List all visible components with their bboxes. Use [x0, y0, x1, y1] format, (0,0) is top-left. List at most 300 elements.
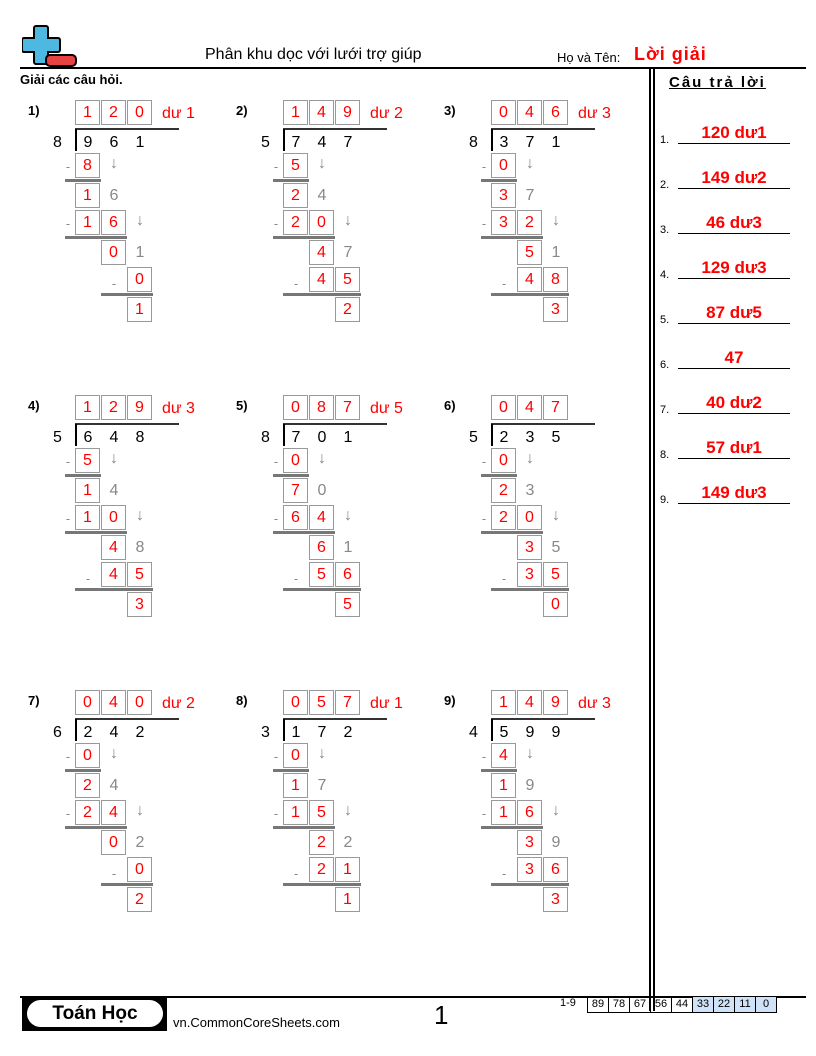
remainder-label: dư 2: [162, 695, 195, 712]
answer-item: [660, 378, 800, 418]
answer-value[interactable]: 149 dư3: [701, 483, 767, 502]
remainder-label: dư 1: [370, 695, 403, 712]
dividend-digit: 2: [499, 429, 509, 446]
answer-value[interactable]: 120 dư1: [701, 123, 767, 142]
brought-down-digit: 4: [317, 187, 327, 204]
dividend-digit: 5: [551, 429, 561, 446]
subtract-digit-box[interactable]: 1: [75, 505, 100, 530]
minus-sign: -: [481, 806, 487, 821]
divisor: 4: [469, 724, 478, 741]
answer-number: 1.: [660, 134, 670, 146]
division-problem: [228, 693, 428, 933]
dividend-digit: 2: [135, 724, 145, 741]
remainder-digit-box[interactable]: 3: [517, 830, 542, 855]
quotient-digit-box[interactable]: 1: [75, 395, 100, 420]
subtract-digit-box[interactable]: 4: [101, 800, 126, 825]
subtract-digit-box[interactable]: 6: [517, 800, 542, 825]
subtract-line: [283, 293, 361, 296]
subtract-line: [101, 293, 153, 296]
bring-down-arrow-icon: ↓: [344, 212, 352, 229]
answer-value[interactable]: 46 dư3: [706, 213, 762, 232]
answer-item: [660, 198, 800, 238]
minus-sign: -: [481, 159, 487, 174]
subtract-digit-box[interactable]: 0: [127, 267, 152, 292]
quotient-digit-box[interactable]: 0: [491, 100, 516, 125]
minus-sign: -: [481, 454, 487, 469]
brought-down-digit: 9: [551, 834, 561, 851]
answer-value[interactable]: 40 dư2: [706, 393, 762, 412]
subtract-digit-box[interactable]: 6: [543, 857, 568, 882]
answer-item: [660, 333, 800, 373]
subtract-digit-box[interactable]: 5: [283, 153, 308, 178]
quotient-line: [283, 423, 387, 425]
score-cell: 22: [714, 997, 735, 1013]
subtract-digit-box[interactable]: 5: [543, 562, 568, 587]
minus-sign: -: [501, 571, 507, 586]
remainder-digit-box[interactable]: 7: [283, 478, 308, 503]
remainder-label: dư 5: [370, 400, 403, 417]
subtract-digit-box[interactable]: 2: [517, 210, 542, 235]
subtract-line: [65, 236, 127, 239]
remainder-digit-box[interactable]: 4: [309, 240, 334, 265]
subtract-line: [283, 883, 361, 886]
instructions: Giải các câu hỏi.: [20, 72, 123, 87]
remainder-digit-box[interactable]: 2: [309, 830, 334, 855]
problem-label: 3): [444, 103, 456, 118]
divisor: 5: [53, 429, 62, 446]
subtract-digit-box[interactable]: 3: [491, 210, 516, 235]
score-table: [587, 996, 777, 1013]
subtract-digit-box[interactable]: 0: [309, 210, 334, 235]
subtract-digit-box[interactable]: 1: [335, 857, 360, 882]
division-problem: [228, 103, 428, 343]
bring-down-arrow-icon: ↓: [552, 802, 560, 819]
remainder-digit-box[interactable]: 1: [75, 478, 100, 503]
minus-sign: -: [65, 749, 71, 764]
quotient-digit-box[interactable]: 0: [75, 690, 100, 715]
subtract-line: [65, 474, 101, 477]
remainder-digit-box[interactable]: 3: [491, 183, 516, 208]
dividend-digit: 6: [109, 134, 119, 151]
answer-item: [660, 423, 800, 463]
answer-number: 9.: [660, 494, 670, 506]
answer-value[interactable]: 149 dư2: [701, 168, 767, 187]
name-field[interactable]: Lời giải: [634, 44, 707, 64]
answer-number: 4.: [660, 269, 670, 281]
subtract-line: [273, 179, 309, 182]
minus-sign: -: [481, 216, 487, 231]
bring-down-arrow-icon: ↓: [552, 507, 560, 524]
dividend-digit: 1: [551, 134, 561, 151]
bring-down-arrow-icon: ↓: [318, 155, 326, 172]
dividend-digit: 9: [83, 134, 93, 151]
subtract-digit-box[interactable]: 0: [127, 857, 152, 882]
subtract-line: [273, 474, 309, 477]
quotient-digit-box[interactable]: 8: [309, 395, 334, 420]
subtract-line: [481, 769, 517, 772]
quotient-digit-box[interactable]: 4: [517, 100, 542, 125]
divisor: 8: [469, 134, 478, 151]
bring-down-arrow-icon: ↓: [110, 155, 118, 172]
quotient-digit-box[interactable]: 7: [335, 690, 360, 715]
problem-label: 7): [28, 693, 40, 708]
answer-value[interactable]: 47: [724, 348, 744, 367]
plus-minus-logo-icon: [22, 24, 80, 68]
bring-down-arrow-icon: ↓: [344, 507, 352, 524]
subtract-digit-box[interactable]: 3: [517, 562, 542, 587]
final-remainder-box[interactable]: 5: [335, 592, 360, 617]
subtract-digit-box[interactable]: 2: [309, 857, 334, 882]
remainder-label: dư 3: [162, 400, 195, 417]
minus-sign: -: [65, 806, 71, 821]
problem-label: 6): [444, 398, 456, 413]
quotient-line: [283, 128, 387, 130]
answer-item: [660, 288, 800, 328]
minus-sign: -: [501, 276, 507, 291]
subtract-digit-box[interactable]: 8: [543, 267, 568, 292]
minus-sign: -: [273, 511, 279, 526]
remainder-digit-box[interactable]: 1: [75, 183, 100, 208]
quotient-digit-box[interactable]: 1: [75, 100, 100, 125]
subtract-digit-box[interactable]: 0: [283, 743, 308, 768]
subtract-digit-box[interactable]: 6: [335, 562, 360, 587]
subtract-digit-box[interactable]: 4: [101, 562, 126, 587]
score-cell: 89: [588, 997, 609, 1013]
answer-item: [660, 468, 800, 508]
subtract-digit-box[interactable]: 4: [309, 267, 334, 292]
division-problem: [436, 693, 636, 933]
quotient-digit-box[interactable]: 9: [335, 100, 360, 125]
divisor: 8: [261, 429, 270, 446]
quotient-digit-box[interactable]: 4: [309, 100, 334, 125]
quotient-digit-box[interactable]: 4: [517, 690, 542, 715]
quotient-digit-box[interactable]: 0: [491, 395, 516, 420]
answer-key-title: Câu trả lời: [669, 74, 766, 91]
remainder-digit-box[interactable]: 3: [517, 535, 542, 560]
quotient-digit-box[interactable]: 4: [101, 690, 126, 715]
dividend-digit: 9: [551, 724, 561, 741]
dividend-digit: 8: [135, 429, 145, 446]
division-problem: [20, 103, 220, 343]
page-title: Phân khu dọc với lưới trợ giúp: [205, 46, 422, 63]
answer-number: 3.: [660, 224, 670, 236]
subtract-digit-box[interactable]: 1: [283, 800, 308, 825]
problem-label: 4): [28, 398, 40, 413]
subtract-digit-box[interactable]: 4: [309, 505, 334, 530]
subtract-digit-box[interactable]: 0: [517, 505, 542, 530]
final-remainder-box[interactable]: 3: [543, 887, 568, 912]
score-cell: 11: [735, 997, 756, 1013]
bring-down-arrow-icon: ↓: [344, 802, 352, 819]
bring-down-arrow-icon: ↓: [136, 802, 144, 819]
divisor: 5: [469, 429, 478, 446]
minus-sign: -: [65, 159, 71, 174]
problem-label: 8): [236, 693, 248, 708]
problem-label: 5): [236, 398, 248, 413]
minus-sign: -: [501, 866, 507, 881]
final-remainder-box[interactable]: 1: [127, 297, 152, 322]
quotient-line: [283, 718, 387, 720]
minus-sign: -: [85, 571, 91, 586]
subtract-digit-box[interactable]: 0: [101, 505, 126, 530]
brought-down-digit: 2: [343, 834, 353, 851]
minus-sign: -: [481, 749, 487, 764]
final-remainder-box[interactable]: 0: [543, 592, 568, 617]
site-link[interactable]: vn.CommonCoreSheets.com: [173, 1015, 340, 1030]
quotient-digit-box[interactable]: 6: [543, 100, 568, 125]
remainder-digit-box[interactable]: 0: [101, 240, 126, 265]
page-number: 1: [434, 1000, 449, 1030]
dividend-digit: 2: [83, 724, 93, 741]
quotient-digit-box[interactable]: 4: [517, 395, 542, 420]
bring-down-arrow-icon: ↓: [110, 450, 118, 467]
subtract-digit-box[interactable]: 0: [283, 448, 308, 473]
quotient-digit-box[interactable]: 9: [543, 690, 568, 715]
brought-down-digit: 1: [343, 539, 353, 556]
subtract-line: [273, 236, 335, 239]
remainder-label: dư 3: [578, 695, 611, 712]
dividend-digit: 9: [525, 724, 535, 741]
subtract-digit-box[interactable]: 0: [491, 448, 516, 473]
remainder-digit-box[interactable]: 2: [283, 183, 308, 208]
minus-sign: -: [293, 866, 299, 881]
score-cell: 0: [756, 997, 777, 1013]
brought-down-digit: 3: [525, 482, 535, 499]
answer-column-divider: [653, 68, 655, 1011]
quotient-digit-box[interactable]: 0: [283, 395, 308, 420]
subtract-line: [491, 588, 569, 591]
dividend-digit: 7: [291, 134, 301, 151]
dividend-digit: 1: [135, 134, 145, 151]
minus-sign: -: [293, 276, 299, 291]
subtract-digit-box[interactable]: 5: [309, 562, 334, 587]
remainder-digit-box[interactable]: 1: [491, 773, 516, 798]
division-problem: [436, 103, 636, 343]
score-cell: 44: [672, 997, 693, 1013]
quotient-digit-box[interactable]: 1: [283, 100, 308, 125]
name-label: Họ và Tên:: [557, 50, 621, 65]
dividend-digit: 7: [317, 724, 327, 741]
answer-number: 5.: [660, 314, 670, 326]
answer-value[interactable]: 129 dư3: [701, 258, 767, 277]
quotient-digit-box[interactable]: 2: [101, 100, 126, 125]
dividend-digit: 0: [317, 429, 327, 446]
dividend-digit: 1: [343, 429, 353, 446]
score-cell: 33: [693, 997, 714, 1013]
divisor: 6: [53, 724, 62, 741]
answer-number: 7.: [660, 404, 670, 416]
quotient-line: [75, 718, 179, 720]
subtract-digit-box[interactable]: 4: [517, 267, 542, 292]
subtract-digit-box[interactable]: 5: [127, 562, 152, 587]
answer-value[interactable]: 57 dư1: [706, 438, 762, 457]
subtract-digit-box[interactable]: 5: [75, 448, 100, 473]
answer-column-divider: [649, 68, 651, 1011]
problem-label: 1): [28, 103, 40, 118]
bring-down-arrow-icon: ↓: [526, 155, 534, 172]
subtract-digit-box[interactable]: 8: [75, 153, 100, 178]
minus-sign: -: [273, 806, 279, 821]
quotient-digit-box[interactable]: 5: [309, 690, 334, 715]
bring-down-arrow-icon: ↓: [136, 507, 144, 524]
remainder-label: dư 1: [162, 105, 195, 122]
final-remainder-box[interactable]: 2: [335, 297, 360, 322]
brought-down-digit: 6: [109, 187, 119, 204]
brand-label: Toán Học: [27, 1000, 163, 1027]
subtract-line: [481, 826, 543, 829]
subtract-digit-box[interactable]: 2: [75, 800, 100, 825]
subtract-line: [75, 588, 153, 591]
subtract-digit-box[interactable]: 0: [491, 153, 516, 178]
score-cell: 67: [630, 997, 651, 1013]
subtract-line: [101, 883, 153, 886]
problem-label: 9): [444, 693, 456, 708]
quotient-digit-box[interactable]: 0: [127, 690, 152, 715]
bring-down-arrow-icon: ↓: [526, 450, 534, 467]
remainder-digit-box[interactable]: 2: [491, 478, 516, 503]
answer-number: 6.: [660, 359, 670, 371]
minus-sign: -: [111, 866, 117, 881]
division-problem: [20, 693, 220, 933]
quotient-digit-box[interactable]: 9: [127, 395, 152, 420]
bring-down-arrow-icon: ↓: [136, 212, 144, 229]
bring-down-arrow-icon: ↓: [318, 745, 326, 762]
bring-down-arrow-icon: ↓: [110, 745, 118, 762]
score-cell: 78: [609, 997, 630, 1013]
minus-sign: -: [273, 749, 279, 764]
subtract-digit-box[interactable]: 2: [491, 505, 516, 530]
dividend-digit: 1: [291, 724, 301, 741]
dividend-digit: 5: [499, 724, 509, 741]
division-problem: [20, 398, 220, 638]
final-remainder-box[interactable]: 3: [127, 592, 152, 617]
answer-item: [660, 153, 800, 193]
dividend-digit: 6: [83, 429, 93, 446]
subtract-line: [481, 236, 543, 239]
division-problem: [436, 398, 636, 638]
remainder-digit-box[interactable]: 4: [101, 535, 126, 560]
remainder-digit-box[interactable]: 5: [517, 240, 542, 265]
score-range-label: 1-9: [560, 997, 576, 1009]
subtract-line: [491, 883, 569, 886]
subtract-line: [65, 179, 101, 182]
brought-down-digit: 7: [317, 777, 327, 794]
dividend-digit: 7: [525, 134, 535, 151]
subtract-digit-box[interactable]: 5: [335, 267, 360, 292]
answer-item: [660, 243, 800, 283]
final-remainder-box[interactable]: 3: [543, 297, 568, 322]
dividend-digit: 2: [343, 724, 353, 741]
brought-down-digit: 1: [551, 244, 561, 261]
brought-down-digit: 4: [109, 777, 119, 794]
minus-sign: -: [65, 511, 71, 526]
quotient-line: [491, 423, 595, 425]
quotient-digit-box[interactable]: 7: [335, 395, 360, 420]
subtract-digit-box[interactable]: 6: [283, 505, 308, 530]
brought-down-digit: 5: [551, 539, 561, 556]
quotient-line: [491, 128, 595, 130]
remainder-digit-box[interactable]: 1: [283, 773, 308, 798]
minus-sign: -: [65, 216, 71, 231]
quotient-digit-box[interactable]: 0: [283, 690, 308, 715]
brought-down-digit: 7: [343, 244, 353, 261]
minus-sign: -: [481, 511, 487, 526]
subtract-line: [65, 769, 101, 772]
final-remainder-box[interactable]: 1: [335, 887, 360, 912]
header-divider: [20, 67, 806, 69]
minus-sign: -: [273, 159, 279, 174]
quotient-digit-box[interactable]: 7: [543, 395, 568, 420]
dividend-digit: 4: [317, 134, 327, 151]
subtract-digit-box[interactable]: 0: [75, 743, 100, 768]
minus-sign: -: [273, 454, 279, 469]
brought-down-digit: 2: [135, 834, 145, 851]
subtract-line: [481, 531, 543, 534]
quotient-line: [75, 423, 179, 425]
bring-down-arrow-icon: ↓: [526, 745, 534, 762]
bring-down-arrow-icon: ↓: [552, 212, 560, 229]
answer-value[interactable]: 87 dư5: [706, 303, 762, 322]
remainder-digit-box[interactable]: 2: [75, 773, 100, 798]
answer-item: [660, 108, 800, 148]
quotient-digit-box[interactable]: 1: [491, 690, 516, 715]
subtract-line: [283, 588, 361, 591]
remainder-label: dư 3: [578, 105, 611, 122]
brought-down-digit: 0: [317, 482, 327, 499]
subtract-digit-box[interactable]: 2: [283, 210, 308, 235]
answer-number: 8.: [660, 449, 670, 461]
quotient-digit-box[interactable]: 0: [127, 100, 152, 125]
subtract-digit-box[interactable]: 6: [101, 210, 126, 235]
subtract-line: [273, 769, 309, 772]
dividend-digit: 3: [499, 134, 509, 151]
brought-down-digit: 4: [109, 482, 119, 499]
brought-down-digit: 1: [135, 244, 145, 261]
subtract-digit-box[interactable]: 1: [75, 210, 100, 235]
subtract-line: [273, 531, 335, 534]
dividend-digit: 7: [291, 429, 301, 446]
subtract-line: [65, 826, 127, 829]
divisor: 5: [261, 134, 270, 151]
subtract-line: [481, 474, 517, 477]
remainder-label: dư 2: [370, 105, 403, 122]
subtract-digit-box[interactable]: 5: [309, 800, 334, 825]
subtract-line: [481, 179, 517, 182]
brought-down-digit: 7: [525, 187, 535, 204]
problem-label: 2): [236, 103, 248, 118]
minus-sign: -: [65, 454, 71, 469]
divisor: 3: [261, 724, 270, 741]
final-remainder-box[interactable]: 2: [127, 887, 152, 912]
score-cell: 56: [651, 997, 672, 1013]
brought-down-digit: 8: [135, 539, 145, 556]
remainder-digit-box[interactable]: 0: [101, 830, 126, 855]
subtract-digit-box[interactable]: 3: [517, 857, 542, 882]
dividend-digit: 4: [109, 429, 119, 446]
dividend-digit: 4: [109, 724, 119, 741]
remainder-digit-box[interactable]: 6: [309, 535, 334, 560]
minus-sign: -: [273, 216, 279, 231]
quotient-line: [491, 718, 595, 720]
quotient-digit-box[interactable]: 2: [101, 395, 126, 420]
subtract-digit-box[interactable]: 4: [491, 743, 516, 768]
subtract-line: [273, 826, 335, 829]
minus-sign: -: [293, 571, 299, 586]
subtract-digit-box[interactable]: 1: [491, 800, 516, 825]
brand-badge: [22, 998, 167, 1031]
quotient-line: [75, 128, 179, 130]
subtract-line: [491, 293, 569, 296]
